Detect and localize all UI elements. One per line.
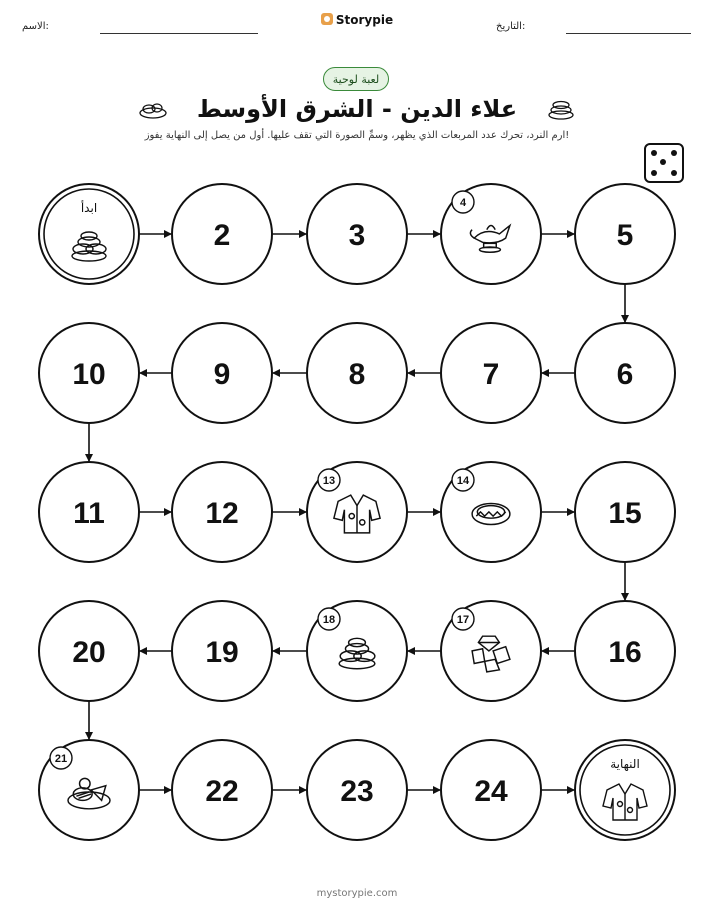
space-number: 18 xyxy=(322,614,336,626)
space-number: 19 xyxy=(205,636,239,669)
space-number: 23 xyxy=(340,775,374,808)
space-number: 6 xyxy=(616,358,634,391)
board-space[interactable] xyxy=(39,323,139,423)
board-space[interactable] xyxy=(307,184,407,284)
space-number: 5 xyxy=(616,219,634,252)
space-number: 17 xyxy=(456,614,470,626)
board-space[interactable] xyxy=(307,323,407,423)
board-space[interactable] xyxy=(307,601,407,701)
end-space[interactable] xyxy=(575,740,675,840)
footer-url: mystorypie.com xyxy=(316,888,398,899)
board-space[interactable] xyxy=(172,323,272,423)
space-number: 8 xyxy=(348,358,366,391)
space-number: 2 xyxy=(213,219,231,252)
space-number: 11 xyxy=(73,497,105,530)
space-number: 21 xyxy=(54,753,68,765)
space-number: 10 xyxy=(72,358,106,391)
space-number: 12 xyxy=(205,497,239,530)
board-space[interactable] xyxy=(575,601,675,701)
board-space[interactable] xyxy=(307,740,407,840)
space-label: ابدأ xyxy=(80,201,98,215)
space-number: 22 xyxy=(205,775,239,808)
board-space[interactable] xyxy=(441,184,541,284)
space-circle xyxy=(575,740,675,840)
space-number: 20 xyxy=(72,636,106,669)
board-space[interactable] xyxy=(172,601,272,701)
space-number: 9 xyxy=(213,358,231,391)
footer xyxy=(0,888,714,899)
board-space[interactable] xyxy=(39,740,139,840)
board-space[interactable] xyxy=(307,462,407,562)
board-space[interactable] xyxy=(39,462,139,562)
date-label: التاريخ: xyxy=(496,21,526,32)
board-space[interactable] xyxy=(575,462,675,562)
board-space[interactable] xyxy=(441,740,541,840)
board-space[interactable] xyxy=(39,601,139,701)
brand-name: Storypie xyxy=(335,13,394,27)
space-circle xyxy=(39,184,139,284)
space-number: 24 xyxy=(474,775,508,808)
space-number: 16 xyxy=(608,636,642,669)
space-number: 4 xyxy=(459,197,467,209)
instructions: ارم النرد، تحرك عدد المربعات الذي يظهر، وسمِّ الصورة التي تقف عليها. أول من يصل إلى النهاية يفوز! xyxy=(144,130,570,141)
space-number: 14 xyxy=(456,475,470,487)
space-number: 3 xyxy=(348,219,366,252)
board-space[interactable] xyxy=(441,323,541,423)
space-number: 7 xyxy=(482,358,500,391)
board-space[interactable] xyxy=(575,323,675,423)
space-number: 15 xyxy=(608,497,642,530)
name-label: الاسم: xyxy=(22,21,49,32)
board-space[interactable] xyxy=(172,740,272,840)
title-text: علاء الدين - الشرق الأوسط xyxy=(196,95,518,123)
space-label: النهاية xyxy=(610,757,640,771)
start-space[interactable] xyxy=(39,184,139,284)
game-type-badge: لعبة لوحية xyxy=(323,67,389,91)
board-space[interactable] xyxy=(441,601,541,701)
space-number: 13 xyxy=(322,475,336,487)
board-space[interactable] xyxy=(172,184,272,284)
board-space[interactable] xyxy=(172,462,272,562)
board-space[interactable] xyxy=(441,462,541,562)
board-space[interactable] xyxy=(575,184,675,284)
